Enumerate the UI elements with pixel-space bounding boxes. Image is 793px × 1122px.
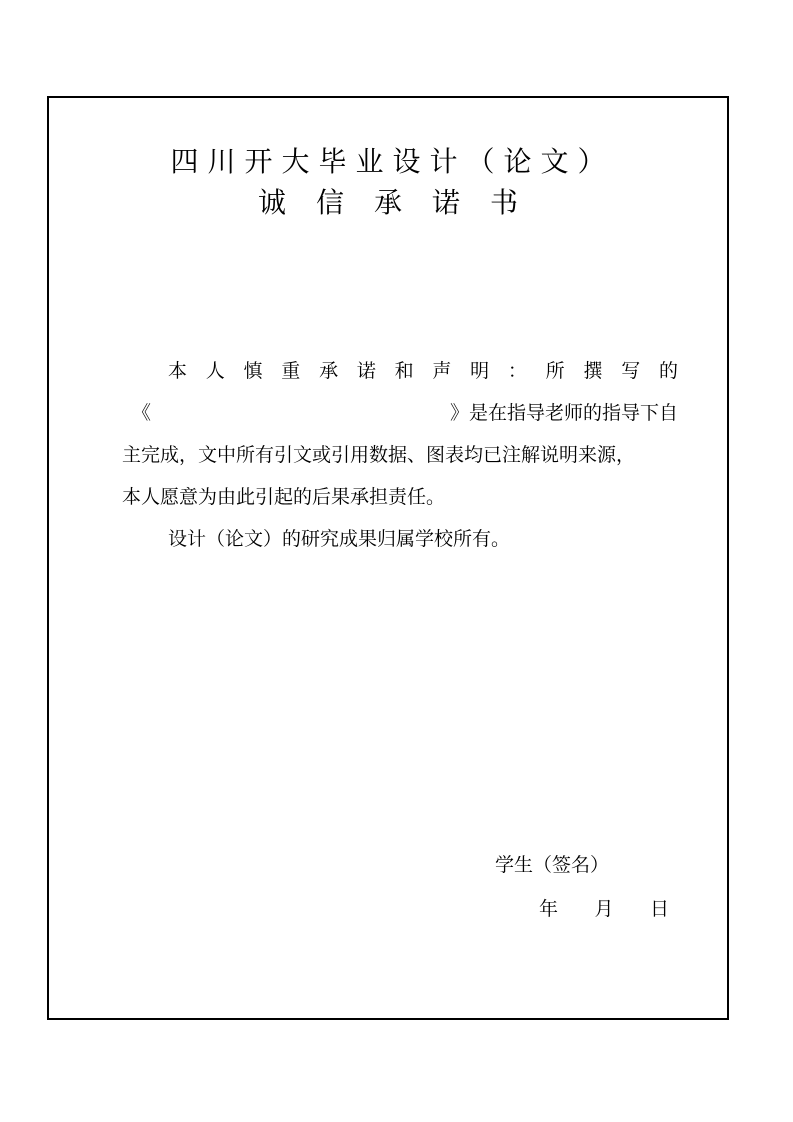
date-month-label: 月: [594, 898, 614, 920]
statement-char: 人: [205, 360, 225, 382]
signature-date: [539, 894, 669, 924]
statement-char: 和: [394, 360, 414, 382]
statement-char: 本: [168, 360, 188, 382]
statement-char: 承: [319, 360, 339, 382]
date-year-label: 年: [539, 898, 559, 920]
statement-char: 明: [470, 360, 490, 382]
statement-char: 慎: [243, 360, 263, 382]
ownership-statement: 设计（论文）的研究成果归属学校所有。: [168, 528, 511, 550]
statement-char: 的: [658, 360, 678, 382]
statement-line-1: [122, 350, 678, 392]
date-day-label: 日: [649, 898, 669, 920]
thesis-title-open-quote: 《: [132, 402, 152, 424]
statement-char: 诺: [356, 360, 376, 382]
student-signature-label: 学生（签名）: [495, 854, 610, 876]
statement-char: 重: [281, 360, 301, 382]
document-frame: [47, 96, 729, 1020]
statement-line-3: 主完成，文中所有引文或引用数据、图表均已注解说明来源，: [122, 444, 636, 466]
document-subtitle: 诚信承诺书: [257, 186, 548, 219]
document-title: 四川开大毕业设计（论文）: [170, 145, 615, 178]
statement-char: ：: [507, 360, 527, 382]
statement-char: 写: [621, 360, 641, 382]
statement-char: 撰: [583, 360, 603, 382]
statement-char: 声: [432, 360, 452, 382]
statement-line-4: 本人愿意为由此引起的后果承担责任。: [122, 486, 446, 508]
statement-line-2-text: 》是在指导老师的指导下自: [449, 402, 678, 424]
statement-char: 所: [545, 360, 565, 382]
